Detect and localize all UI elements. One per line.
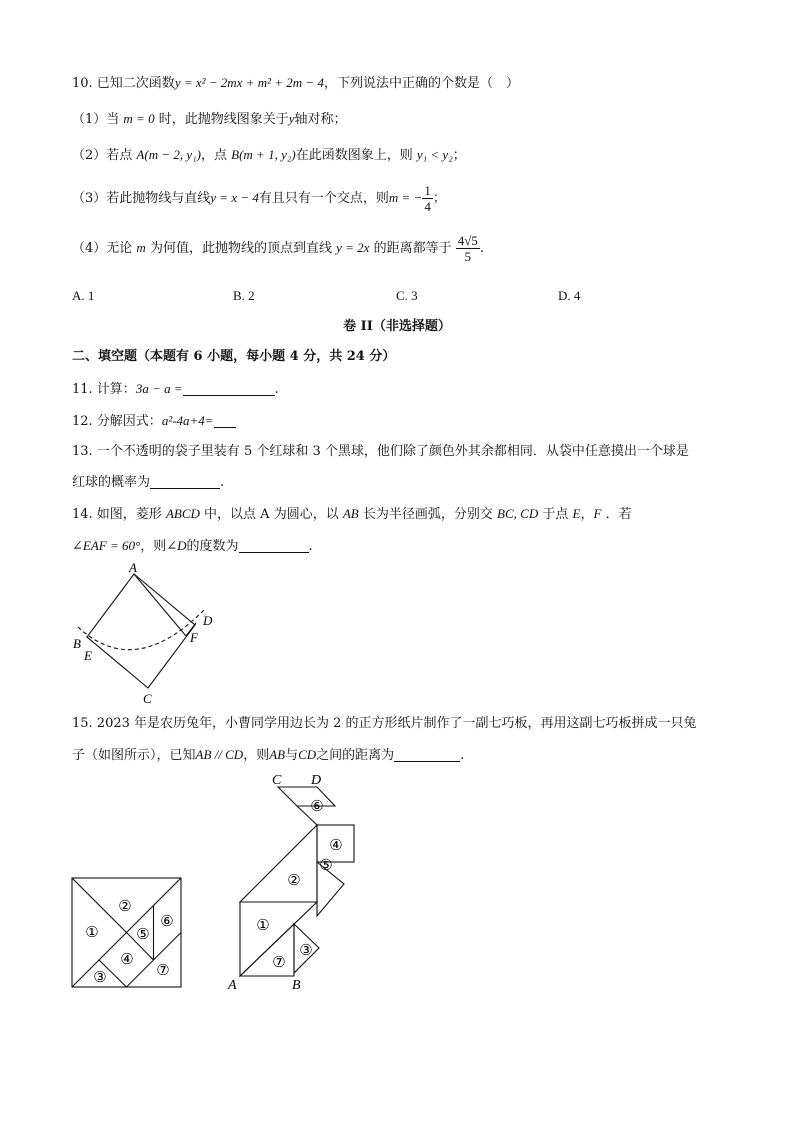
- s1-text-b: 时，此抛物线图象关于: [158, 112, 289, 127]
- q11-suffix: .: [274, 382, 279, 397]
- rabbit-label-5: ⑤: [319, 858, 333, 874]
- q14-text-d: 于点: [542, 507, 569, 522]
- rabbit-label-1: ①: [256, 918, 270, 934]
- label-d: D: [203, 613, 213, 628]
- rhombus-abcd: [87, 574, 195, 688]
- s3-text-a: （3）若此抛物线与直线: [72, 191, 211, 206]
- label-b: B: [73, 636, 81, 651]
- s4-text-a: （4）无论: [72, 241, 133, 256]
- q15-answer-blank[interactable]: [394, 747, 460, 762]
- s2-text-d: ；: [452, 148, 466, 163]
- q11-answer-blank[interactable]: [183, 381, 275, 396]
- s1-text-a: （1）当: [72, 112, 120, 127]
- sq-label-4: ④: [120, 952, 134, 968]
- s2-point-a: A(m − 2, y₁): [136, 147, 201, 162]
- piece-6-parallelogram: [278, 787, 335, 806]
- s3-text-c: ；: [432, 191, 446, 206]
- q10-statement-1: [72, 110, 347, 129]
- q14-f: F: [593, 506, 602, 521]
- s3-m: m = −: [388, 190, 423, 205]
- s2-inequality: y₁ < y₂: [416, 147, 453, 162]
- s3-num: 1: [424, 183, 431, 198]
- s1-math: m = 0: [123, 111, 155, 126]
- arc-ef: [78, 609, 205, 650]
- label-a: A: [129, 560, 137, 575]
- q10-statement-4: [72, 232, 484, 265]
- q15-text-a: 子（如图所示），已知: [72, 748, 196, 763]
- q10-stem-suffix: ，下列说法中正确的个数是（ ）: [323, 76, 519, 91]
- q13-text: 红球的概率为: [72, 475, 151, 490]
- q14-text-a: 14. 如图，菱形: [72, 507, 162, 522]
- rabbit-label-7: ⑦: [272, 955, 286, 971]
- sq-label-2: ②: [118, 899, 132, 915]
- sq-label-1: ①: [85, 925, 99, 941]
- sq-label-6: ⑥: [160, 914, 174, 930]
- q15-text-b: ，则: [243, 748, 270, 763]
- q14-bc-cd: BC, CD: [497, 506, 539, 521]
- part-title: 二、填空题（本题有 6 小题，每小题 4 分，共 24 分）: [72, 349, 396, 364]
- q12-answer-blank[interactable]: [214, 413, 236, 428]
- s3-den: 4: [424, 199, 431, 214]
- q14-line-1: [72, 505, 632, 524]
- sq-label-3: ③: [93, 970, 107, 986]
- q12: [72, 412, 236, 431]
- q13-line-1: 13. 一个不透明的袋子里装有 5 个红球和 3 个黑球，他们除了颜色外其余都相同．从袋中任意摸出一个球是: [72, 444, 689, 459]
- q11: [72, 380, 279, 399]
- q10-option-b[interactable]: B. 2: [233, 288, 255, 303]
- q14-text-f: ，则: [140, 539, 167, 554]
- q13-line-2: [72, 474, 224, 492]
- q11-expression: 3a − a =: [135, 381, 183, 396]
- s4-text-b: 为何值，此抛物线的顶点到直线: [149, 241, 332, 256]
- figure-15-rabbit: [224, 768, 360, 994]
- q14-text-e: ．若: [605, 507, 632, 522]
- s4-text-d: .: [479, 241, 484, 256]
- q10-option-d[interactable]: D. 4: [558, 288, 581, 303]
- figure-14-rhombus: [64, 556, 234, 712]
- s4-den: 5: [464, 249, 472, 264]
- s2-text-b: ，点: [200, 148, 227, 163]
- q15-text-d: 之间的距离为: [316, 748, 395, 763]
- s4-text-c: 的距离都等于: [373, 241, 452, 256]
- s3-text-b: 有且只有一个交点，则: [258, 191, 389, 206]
- rabbit-label-a: A: [228, 978, 237, 993]
- q11-prefix: 11. 计算：: [72, 382, 136, 397]
- q14-e: E: [572, 506, 581, 521]
- q10-option-c[interactable]: C. 3: [396, 288, 418, 303]
- q10-stem: [72, 74, 519, 93]
- section-title: 卷 II（非选择题）: [343, 319, 451, 334]
- s2-text-c: 在此函数图象上，则: [295, 148, 413, 163]
- label-e: E: [84, 648, 92, 663]
- s4-fraction: [456, 233, 480, 264]
- sq-label-5: ⑤: [136, 927, 150, 943]
- q10-statement-2: [72, 146, 466, 165]
- q15-cd: CD: [298, 747, 317, 762]
- q14-text-g: 的度数为: [186, 539, 239, 554]
- q12-expression: a²-4a+4=: [161, 413, 214, 428]
- q14-angle: ∠EAF = 60°: [72, 538, 141, 553]
- label-c: C: [143, 691, 152, 706]
- s2-point-b: B(m + 1, y₂): [231, 147, 296, 162]
- sq-label-7: ⑦: [156, 963, 170, 979]
- rabbit-label-2: ②: [287, 873, 301, 889]
- q14-ab: AB: [342, 506, 359, 521]
- s3-line: y = x − 4: [210, 190, 259, 205]
- segment-af: [134, 574, 186, 636]
- rabbit-label-b: B: [292, 978, 301, 993]
- q13-answer-blank[interactable]: [150, 474, 220, 489]
- q10-function: y = x² − 2mx + m² + 2m − 4: [174, 75, 324, 90]
- q10-stem-prefix: 10. 已知二次函数: [72, 76, 175, 91]
- s4-m: m: [136, 240, 146, 255]
- q15-suffix: .: [460, 748, 465, 763]
- q14-text-b: 中，以点 A 为圆心，以: [204, 507, 339, 522]
- s3-fraction: [422, 183, 433, 214]
- piece-2-triangle: [240, 825, 317, 902]
- q14-comma: ，: [580, 507, 594, 522]
- rabbit-label-4: ④: [329, 838, 343, 854]
- q15-text-c: 与: [285, 748, 299, 763]
- s2-text-a: （2）若点: [72, 148, 133, 163]
- rabbit-label-d: D: [311, 773, 322, 788]
- q14-text-c: 长为半径画弧，分别交: [362, 507, 493, 522]
- figure-15-tangram-square: [70, 876, 184, 990]
- q10-option-a[interactable]: A. 1: [72, 288, 95, 303]
- q10-statement-3: [72, 182, 446, 215]
- q14-answer-blank[interactable]: [239, 538, 309, 553]
- rabbit-label-6: ⑥: [310, 799, 324, 815]
- q15-line-1: 15. 2023 年是农历兔年，小曹同学用边长为 2 的正方形纸片制作了一副七巧板，再用这副七巧板拼成一只兔: [72, 716, 697, 731]
- q14-suffix: .: [308, 539, 313, 554]
- s4-line: y = 2x: [336, 240, 370, 255]
- s1-y: y: [288, 111, 295, 126]
- q15-parallel: AB // CD: [195, 747, 244, 762]
- s1-text-c: 轴对称；: [294, 112, 347, 127]
- q14-abcd: ABCD: [165, 506, 200, 521]
- q15-ab: AB: [269, 747, 286, 762]
- q13-suffix: .: [220, 475, 225, 490]
- s4-num: 4√5: [457, 233, 478, 248]
- q12-prefix: 12. 分解因式：: [72, 414, 162, 429]
- label-f: F: [190, 630, 198, 645]
- q14-line-2: [72, 537, 313, 556]
- rabbit-label-c: C: [272, 773, 282, 788]
- q14-angle-d: ∠D: [166, 538, 187, 553]
- q15-line-2: [72, 746, 464, 765]
- rabbit-label-3: ③: [299, 943, 313, 959]
